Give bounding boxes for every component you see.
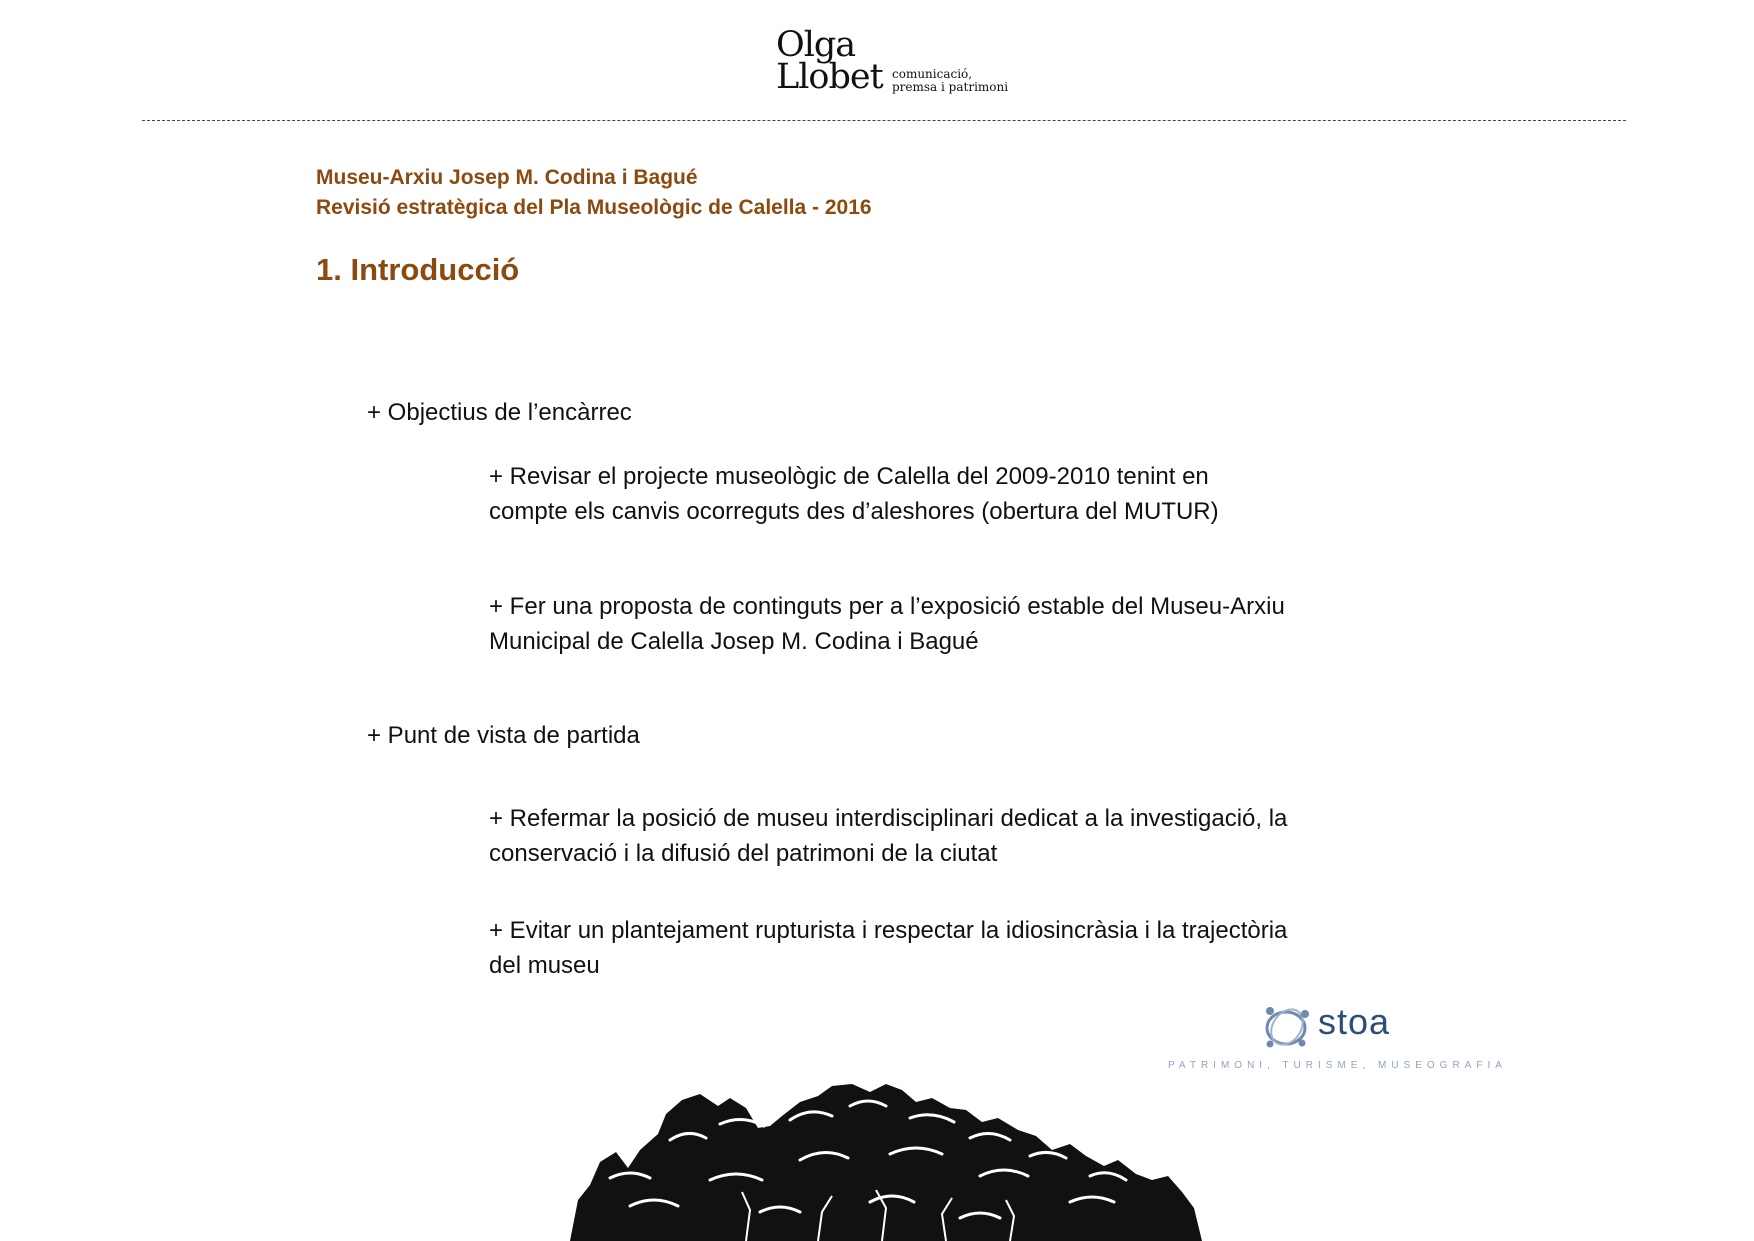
project-title: Revisió estratègica del Pla Museològic de Calella - 2016 — [316, 196, 872, 219]
vegetation-illustration — [570, 1080, 1202, 1241]
olga-llobet-logo — [776, 25, 1016, 98]
stoa-logo — [1160, 996, 1507, 1076]
section-title: 1. Introducció — [316, 252, 520, 287]
objectives-heading: + Objectius de l’encàrrec — [367, 399, 632, 426]
objective-item: + Revisar el projecte museològic de Calella del 2009-2010 tenint en compte els canvis ocorreguts des d’aleshores (obertura del MUTUR) — [489, 463, 1219, 525]
starting-point-item: + Refermar la posició de museu interdisciplinari dedicat a la investigació, la conservació i la difusió del patrimoni de la ciutat — [489, 805, 1288, 867]
stoa-name: stoa — [1318, 1001, 1391, 1042]
stoa-tagline: PATRIMONI, TURISME, MUSEOGRAFIA — [1168, 1060, 1507, 1071]
document-header — [316, 163, 872, 223]
logo-tagline — [892, 68, 1008, 94]
objective-item: + Fer una proposta de continguts per a l’exposició estable del Museu-Arxiu Municipal de Calella Josep M. Codina i Bagué — [489, 593, 1285, 655]
logo-tagline-line1: comunicació, — [892, 67, 973, 81]
starting-point-heading: + Punt de vista de partida — [367, 722, 640, 749]
logo-tagline-line2: premsa i patrimoni — [892, 80, 1009, 94]
stoa-mark-icon — [1256, 998, 1318, 1056]
header-divider — [142, 120, 1626, 121]
starting-point-item: + Evitar un plantejament rupturista i respectar la idiosincràsia i la trajectòria del museu — [489, 917, 1288, 979]
logo-line1: Olga — [776, 25, 856, 65]
logo-line2: Llobet — [776, 57, 883, 97]
institution-name: Museu-Arxiu Josep M. Codina i Bagué — [316, 166, 698, 189]
